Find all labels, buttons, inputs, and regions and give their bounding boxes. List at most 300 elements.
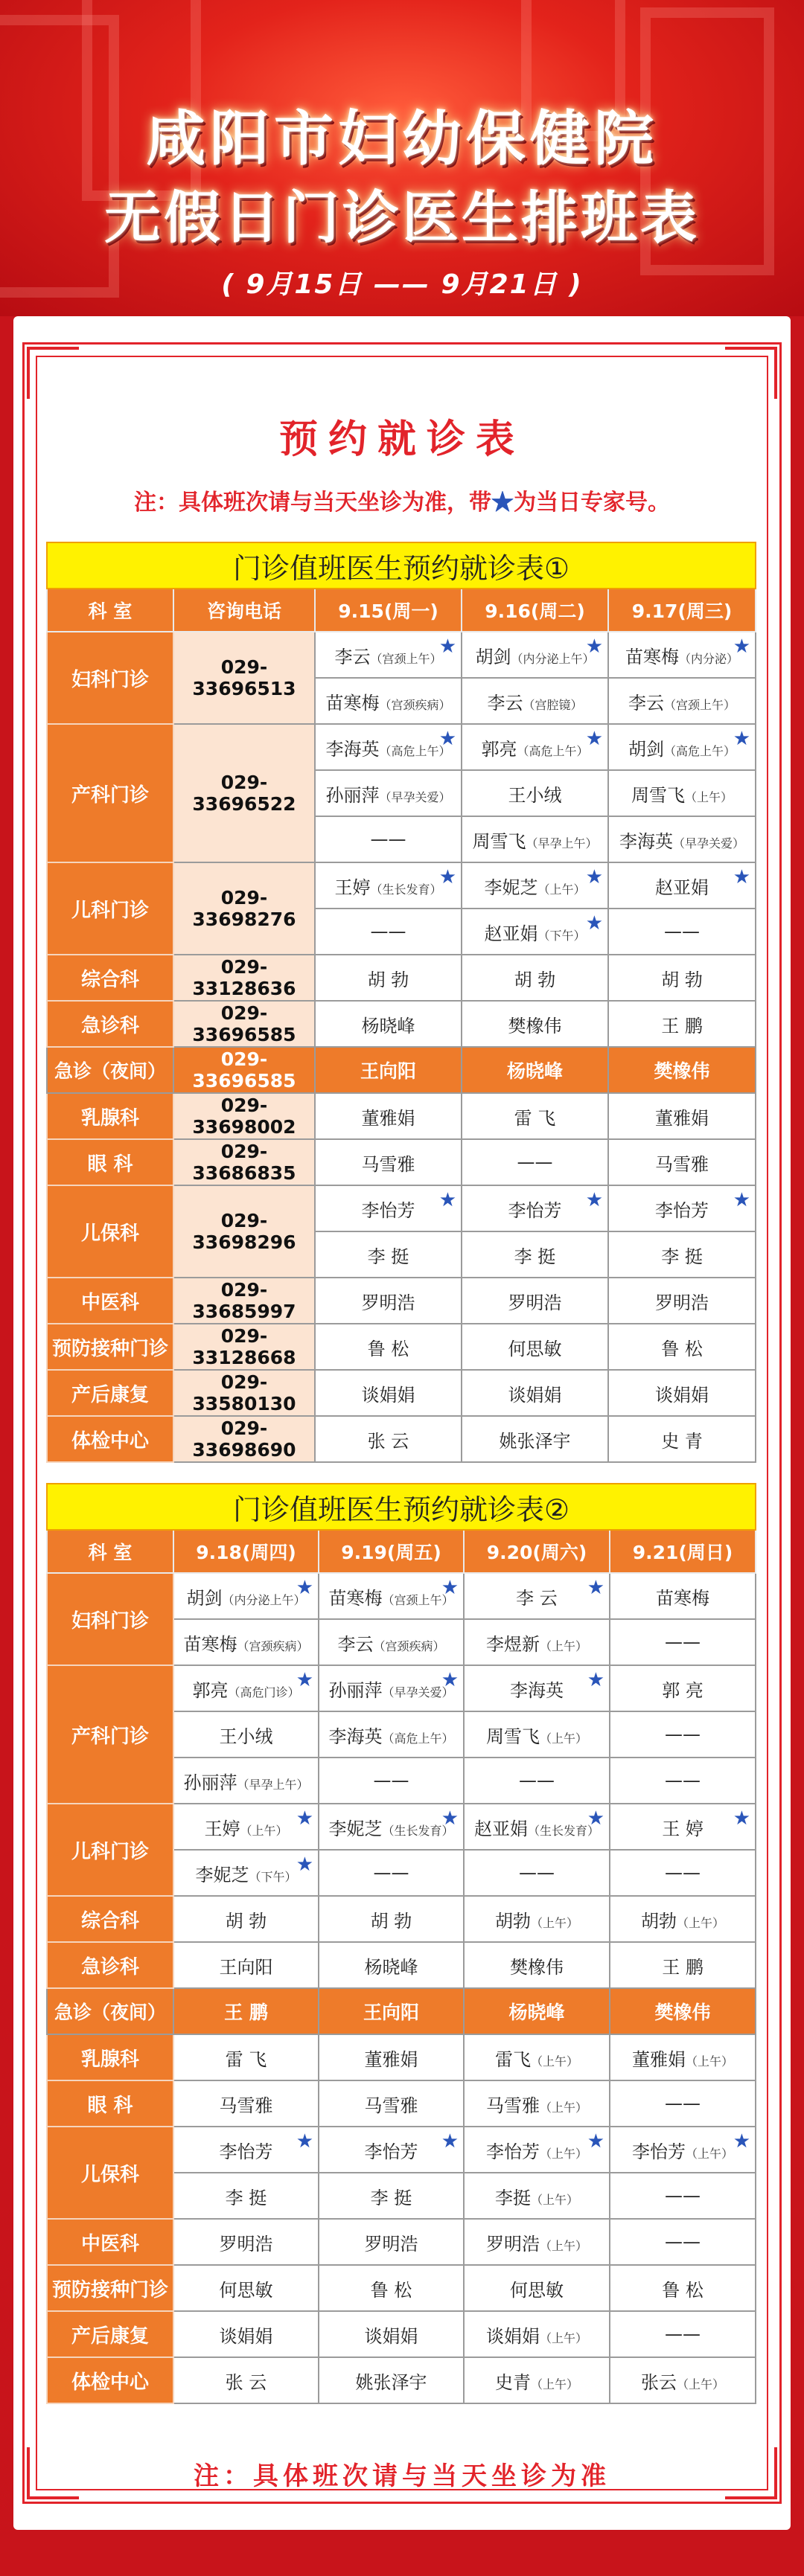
doctor-cell [319,2357,464,2403]
column-header: 9.19(周五) [319,1530,464,1573]
doctor-note: （高危上午） [379,743,451,758]
doctor-name: 史 青 [661,1430,703,1452]
doctor-cell [319,2219,464,2265]
doctor-name: —— [519,1770,555,1791]
doctor-name: 胡剑 [628,738,664,760]
doctor-cell [173,1942,319,1988]
doctor-cell [315,1001,462,1047]
doctor-name: 李怡芳 [364,2141,418,2162]
doctor-cell [173,1896,319,1942]
star-icon: ★ [585,912,603,935]
column-header: 9.16(周二) [462,589,608,632]
doctor-name: 李 挺 [225,2187,267,2208]
hospital-title: 咸阳市妇幼保健院 [146,103,658,173]
department-cell: 产科门诊 [47,724,173,862]
table-row [47,2357,756,2403]
doctor-cell [315,1324,462,1370]
doctor-cell [173,2034,319,2080]
doctor-cell [464,2219,610,2265]
doctor-cell [315,724,462,770]
doctor-cell [173,1758,319,1804]
doctor-cell [464,2034,610,2080]
doctor-name: 胡剑 [186,1587,223,1609]
table-row [47,1093,756,1139]
table-row [47,1804,756,1850]
star-icon: ★ [733,866,751,888]
doctor-name: 李怡芳 [655,1199,709,1221]
doctor-name: 胡勃 [494,1910,531,1932]
doctor-name: 王婷 [204,1818,240,1839]
doctor-name: 王 鹏 [224,2002,268,2023]
doctor-cell [462,678,608,724]
doctor-name: 赵亚娟 [484,923,538,944]
doctor-cell [315,678,462,724]
department-cell: 体检中心 [47,1416,173,1462]
doctor-cell [319,1665,464,1711]
doctor-name: 李 挺 [370,2187,412,2208]
doctor-note: （宫颈上午） [370,651,442,666]
department-cell: 急诊（夜间） [47,1988,173,2034]
department-cell: 儿科门诊 [47,1804,173,1896]
doctor-name: 何思敏 [508,1338,562,1359]
department-cell: 综合科 [47,955,173,1001]
column-header: 9.20(周六) [464,1530,610,1573]
doctor-note: （高危上午） [382,1731,454,1746]
doctor-cell [173,2219,319,2265]
doctor-note: （下午） [537,928,586,943]
doctor-cell [319,1804,464,1850]
doctor-cell [315,909,462,955]
department-cell: 预防接种门诊 [47,2265,173,2311]
phone-cell: 029-33696513 [173,632,315,724]
doctor-name: 胡勃 [641,1910,677,1932]
notice-suffix: 为当日专家号。 [514,490,670,516]
doctor-name: 何思敏 [219,2279,273,2301]
doctor-note: （早孕上午） [237,1777,309,1792]
table-title: 门诊值班医生预约就诊表② [47,1484,756,1530]
doctor-cell [173,1711,319,1758]
department-cell: 预防接种门诊 [47,1324,173,1370]
doctor-name: 李妮芝 [195,1864,249,1885]
table-row [47,1185,756,1231]
doctor-cell [608,1139,756,1185]
doctor-cell [319,1573,464,1619]
doctor-cell [319,2127,464,2173]
doctor-cell [608,909,756,955]
phone-cell: 029-33696585 [173,1047,315,1093]
doctor-cell [608,678,756,724]
doctor-name: —— [664,921,700,942]
department-cell: 产科门诊 [47,1665,173,1804]
doctor-name: 董雅娟 [361,1107,415,1129]
doctor-name: 罗明浩 [361,1292,415,1313]
department-cell: 眼 科 [47,2080,173,2127]
doctor-name: 李云 [487,692,523,714]
table-row [47,1665,756,1711]
column-header: 9.18(周四) [173,1530,319,1573]
table-row [47,2080,756,2127]
star-icon: ★ [585,866,603,888]
doctor-name: —— [665,2324,701,2345]
table-row [47,1001,756,1047]
doctor-cell [464,1850,610,1896]
department-cell: 急诊（夜间） [47,1047,173,1093]
doctor-name: 郭 亮 [662,1679,704,1701]
star-icon: ★ [733,728,751,750]
schedule-title: 无假日门诊医生排班表 [104,185,700,251]
doctor-note: （上午） [539,2330,587,2345]
doctor-name: 马雪雅 [485,2095,540,2116]
doctor-cell [464,1758,610,1804]
doctor-note: （内分泌上午） [511,651,595,666]
department-cell: 眼 科 [47,1139,173,1185]
doctor-name: 何思敏 [510,2279,564,2301]
doctor-name: 苗寒梅 [325,692,380,714]
table-row [47,1370,756,1416]
doctor-cell [319,2173,464,2219]
phone-cell: 029-33696585 [173,1001,315,1047]
doctor-name: 孙丽萍 [325,784,380,806]
doctor-name: 谈娟娟 [364,2325,418,2347]
doctor-cell [315,816,462,862]
doctor-name: 周雪飞 [485,1726,540,1747]
doctor-name: 鲁 松 [661,1338,703,1359]
doctor-name: 谈娟娟 [361,1384,415,1406]
star-icon: ★ [438,635,456,658]
doctor-cell [464,2080,610,2127]
star-icon: ★ [585,1189,603,1211]
doctor-name: 史青 [494,2371,531,2393]
doctor-name: 罗明浩 [364,2233,418,2255]
doctor-name: 董雅娟 [364,2048,418,2070]
doctor-cell [462,1001,608,1047]
doctor-name: 周雪飞 [631,784,685,806]
doctor-cell [464,2173,610,2219]
doctor-name: 樊橡伟 [654,2002,711,2023]
doctor-note: （上午） [530,1915,578,1930]
doctor-name: 董雅娟 [632,2048,686,2070]
doctor-note: （宫颈上午） [664,697,736,712]
doctor-name: 李怡芳 [219,2141,273,2162]
doctor-cell [462,1370,608,1416]
doctor-name: 张 云 [367,1430,409,1452]
doctor-name: —— [665,2093,701,2114]
doctor-cell [608,1370,756,1416]
doctor-name: 杨晓峰 [361,1015,415,1037]
doctor-note: （内分泌上午） [222,1592,306,1607]
doctor-cell [608,1324,756,1370]
doctor-name: 李云 [334,646,371,667]
doctor-note: （下午） [249,1869,297,1884]
doctor-name: —— [665,1724,701,1745]
department-cell: 儿保科 [47,2127,173,2219]
doctor-note: （生长发育） [370,882,442,897]
table-title-row [47,542,756,589]
table-title-row [47,1484,756,1530]
doctor-name: 赵亚娟 [655,877,709,898]
doctor-name: 苗寒梅 [625,646,679,667]
doctor-name: 董雅娟 [655,1107,709,1129]
doctor-cell [462,909,608,955]
doctor-name: 李煜新 [485,1633,540,1655]
doctor-name: 谈娟娟 [485,2325,540,2347]
doctor-cell [610,1711,756,1758]
doctor-name: 罗明浩 [219,2233,273,2255]
corner-ornament [725,347,777,399]
department-cell: 体检中心 [47,2357,173,2403]
doctor-note: （宫颈疾病） [379,697,451,712]
table-row [47,955,756,1001]
doctor-note: （上午） [537,882,586,897]
doctor-name: 李妮芝 [484,877,538,898]
doctor-cell [608,724,756,770]
star-icon: ★ [587,2130,604,2153]
star-icon: ★ [733,635,751,658]
doctor-cell [464,1942,610,1988]
column-header: 9.21(周日) [610,1530,756,1573]
doctor-name: —— [665,1632,701,1653]
department-cell: 产后康复 [47,1370,173,1416]
doctor-cell [319,1988,464,2034]
doctor-cell [610,2265,756,2311]
star-icon: ★ [585,635,603,658]
table-row [47,1278,756,1324]
doctor-cell [173,2127,319,2173]
page-subtitle: 预约就诊表 [278,417,525,462]
doctor-name: 赵亚娟 [473,1818,528,1839]
doctor-name: 王 鹏 [661,1015,703,1037]
doctor-cell [462,1093,608,1139]
star-icon: ★ [438,866,456,888]
doctor-note: （上午） [686,2146,734,2161]
doctor-name: —— [370,829,406,850]
department-cell: 产后康复 [47,2311,173,2357]
doctor-cell [315,632,462,678]
doctor-name: 罗明浩 [655,1292,709,1313]
table-row [47,1324,756,1370]
doctor-cell [464,1573,610,1619]
doctor-name: 胡 勃 [370,1910,412,1932]
doctor-cell [610,2357,756,2403]
doctor-cell [462,1324,608,1370]
department-cell: 乳腺科 [47,2034,173,2080]
department-cell: 妇科门诊 [47,632,173,724]
doctor-cell [608,955,756,1001]
doctor-cell [608,1278,756,1324]
doctor-note: （上午） [539,2238,587,2253]
doctor-cell [315,1231,462,1278]
doctor-name: 王向阳 [360,1060,416,1082]
doctor-name: 张云 [641,2371,677,2393]
doctor-name: 鲁 松 [367,1338,409,1359]
doctor-cell [462,724,608,770]
column-header: 咨询电话 [173,589,315,632]
doctor-note: （上午） [539,1731,587,1746]
doctor-cell [462,1047,608,1093]
doctor-cell [608,816,756,862]
column-header: 科 室 [47,589,173,632]
doctor-cell [608,862,756,909]
doctor-name: 孙丽萍 [183,1772,237,1793]
phone-cell: 029-33698276 [173,862,315,955]
phone-cell: 029-33128668 [173,1324,315,1370]
doctor-cell [610,1942,756,1988]
table-row [47,862,756,909]
doctor-name: —— [373,1770,409,1791]
doctor-cell [315,1278,462,1324]
doctor-note: （早孕上午） [526,836,598,850]
department-cell: 儿保科 [47,1185,173,1278]
doctor-name: 王婷 [334,877,371,898]
doctor-cell [608,1047,756,1093]
doctor-note: （上午） [539,2100,587,2115]
doctor-cell [315,1093,462,1139]
table-row [47,2034,756,2080]
doctor-cell [315,1370,462,1416]
doctor-cell [173,1804,319,1850]
doctor-name: 李怡芳 [508,1199,562,1221]
doctor-name: 杨晓峰 [364,1956,418,1978]
doctor-name: 苗寒梅 [656,1587,709,1609]
star-icon: ★ [441,2130,459,2153]
doctor-cell [173,2080,319,2127]
doctor-name: 李海英 [328,1726,383,1747]
doctor-name: 郭亮 [192,1679,229,1701]
department-cell: 乳腺科 [47,1093,173,1139]
doctor-cell [319,1850,464,1896]
doctor-cell [462,862,608,909]
doctor-cell [173,2265,319,2311]
doctor-cell [315,1139,462,1185]
doctor-cell [464,1804,610,1850]
doctor-name: 姚张泽宇 [499,1430,571,1452]
doctor-cell [315,1047,462,1093]
doctor-cell [173,1850,319,1896]
doctor-name: 张 云 [225,2371,267,2393]
doctor-name: —— [665,2231,701,2252]
doctor-cell [464,2357,610,2403]
doctor-cell [315,1185,462,1231]
doctor-cell [315,770,462,816]
doctor-cell [319,1758,464,1804]
doctor-name: 谈娟娟 [219,2325,273,2347]
doctor-cell [173,1619,319,1665]
schedule-table-2 [46,1483,756,2404]
department-cell: 中医科 [47,1278,173,1324]
doctor-cell [462,632,608,678]
star-icon: ★ [441,1577,459,1599]
header-row [47,1530,756,1573]
header-banner [0,0,804,316]
doctor-note: （上午） [686,2054,734,2069]
department-cell: 妇科门诊 [47,1573,173,1665]
doctor-cell [608,770,756,816]
doctor-cell [319,2265,464,2311]
doctor-cell [464,1988,610,2034]
doctor-name: 王向阳 [363,2002,419,2023]
doctor-name: 胡 勃 [661,969,703,990]
star-icon: ★ [441,1669,459,1691]
phone-cell: 029-33696522 [173,724,315,862]
table-row [47,1416,756,1462]
doctor-cell [464,1665,610,1711]
doctor-name: 鲁 松 [662,2279,704,2301]
doctor-cell [315,862,462,909]
doctor-name: 李海英 [510,1679,564,1701]
doctor-name: 苗寒梅 [183,1633,237,1655]
doctor-cell [462,770,608,816]
doctor-name: 马雪雅 [219,2095,273,2116]
doctor-note: （早孕关爱） [673,836,745,850]
doctor-name: 谈娟娟 [508,1384,562,1406]
corner-ornament [27,347,79,399]
doctor-note: （宫颈疾病） [373,1638,445,1653]
column-header: 9.15(周一) [315,589,462,632]
doctor-cell [462,1416,608,1462]
doctor-cell [319,2080,464,2127]
doctor-name: 李 云 [516,1587,558,1609]
doctor-note: （宫腔镜） [523,697,583,712]
table-row [47,1047,756,1093]
date-range: ( 9月15日 —— 9月21日 ) [221,269,583,300]
star-icon: ★ [296,1669,313,1691]
star-icon: ★ [587,1577,604,1599]
doctor-name: 王向阳 [219,1956,273,1978]
star-icon: ★ [438,1189,456,1211]
doctor-cell [608,1231,756,1278]
doctor-cell [464,1711,610,1758]
doctor-name: 李妮芝 [328,1818,383,1839]
table-title: 门诊值班医生预约就诊表① [47,542,756,589]
doctor-note: （生长发育） [527,1823,599,1838]
doctor-cell [464,1896,610,1942]
doctor-note: （宫颈疾病） [237,1638,309,1653]
doctor-note: （早孕关爱） [382,1685,454,1699]
doctor-cell [319,1711,464,1758]
doctor-cell [319,2311,464,2357]
doctor-name: 李 挺 [514,1246,556,1267]
doctor-name: 胡 勃 [225,1910,267,1932]
footer-note: 注：具体班次请与当天坐诊为准 [194,2461,610,2491]
doctor-note: （生长发育） [382,1823,454,1838]
star-icon: ★ [296,2130,313,2153]
doctor-cell [610,2311,756,2357]
doctor-name: —— [517,1152,553,1173]
doctor-cell [610,1804,756,1850]
doctor-name: 王 鹏 [662,1956,704,1978]
doctor-name: 李怡芳 [632,2141,686,2162]
table-row [47,1896,756,1942]
table-row [47,2265,756,2311]
doctor-name: 胡 勃 [514,969,556,990]
doctor-name: 胡 勃 [367,969,409,990]
doctor-name: 李怡芳 [485,2141,540,2162]
doctor-name: 李怡芳 [361,1199,415,1221]
doctor-cell [610,2080,756,2127]
doctor-cell [173,1573,319,1619]
doctor-cell [610,1619,756,1665]
column-header: 9.17(周三) [608,589,756,632]
doctor-note: （上午） [530,2192,578,2207]
phone-cell: 029-33698296 [173,1185,315,1278]
doctor-cell [610,2034,756,2080]
doctor-name: 李 挺 [367,1246,409,1267]
table-row [47,2127,756,2173]
doctor-name: 鲁 松 [370,2279,412,2301]
doctor-cell [462,955,608,1001]
doctor-cell [610,1573,756,1619]
doctor-cell [610,2127,756,2173]
